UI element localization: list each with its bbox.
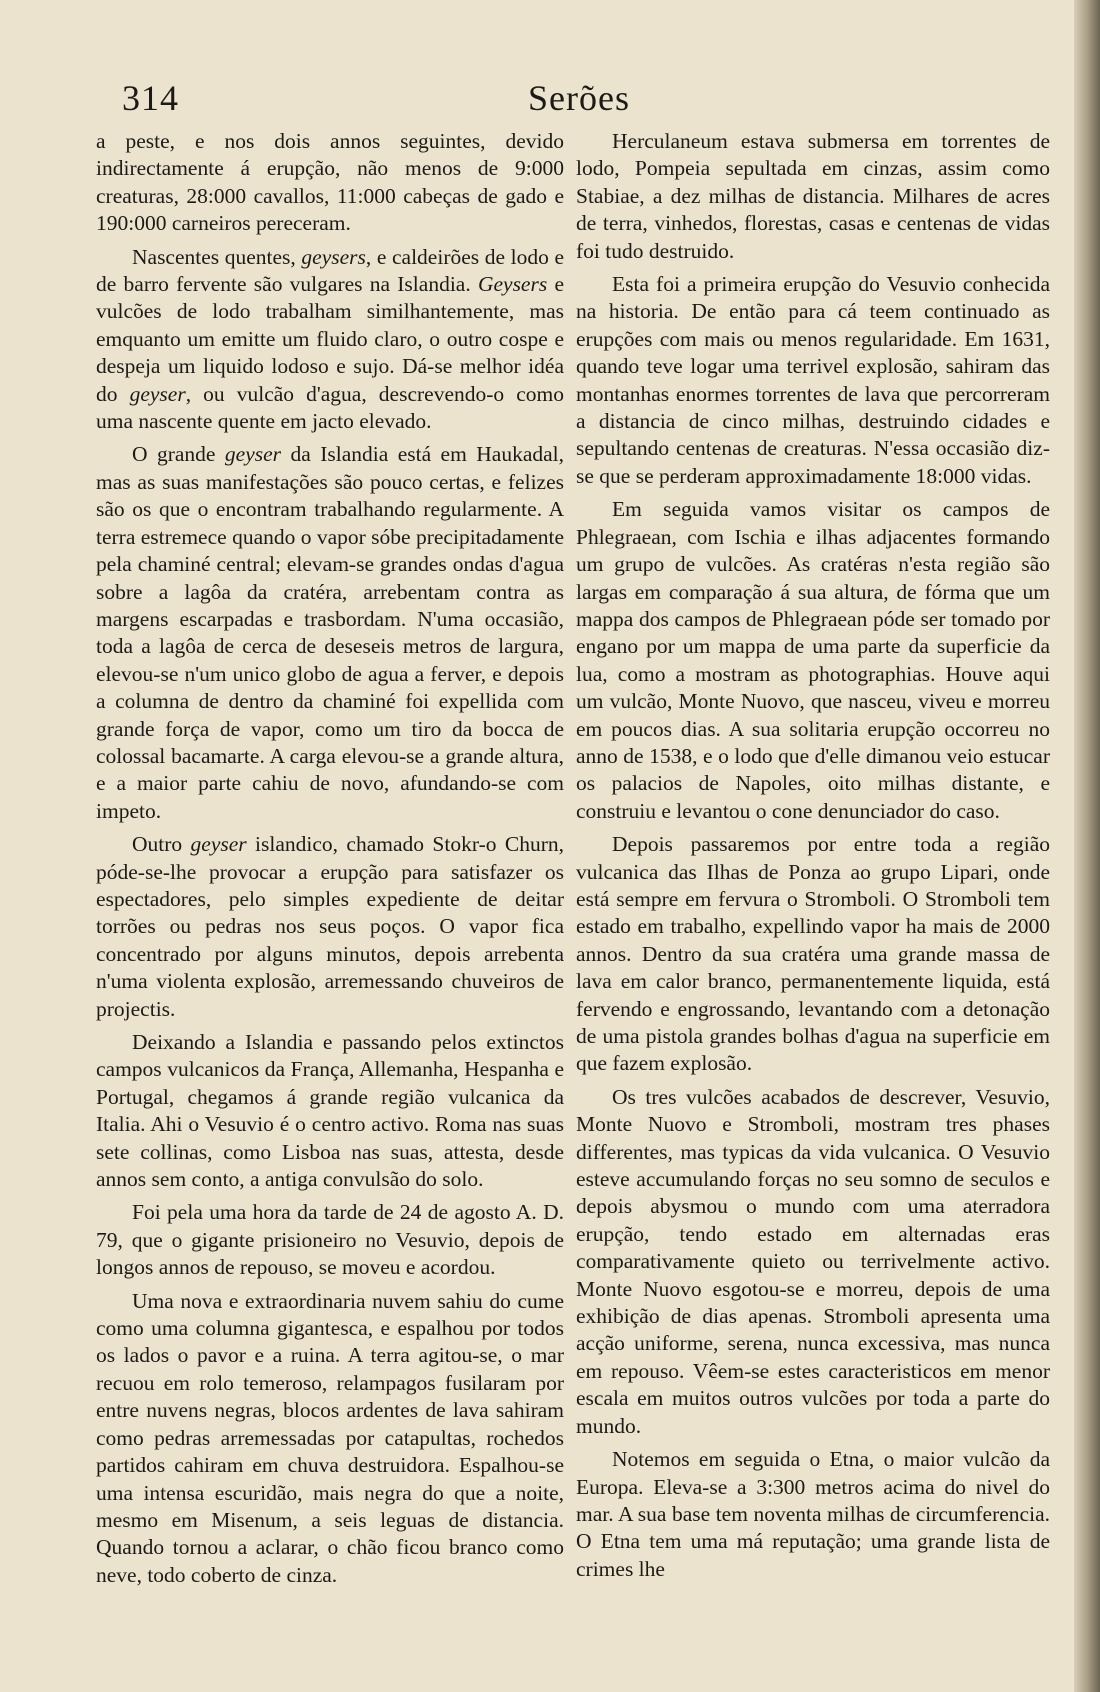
paragraph: a peste, e nos dois annos seguintes, devido indirectamente á erupção, não menos de 9:000 creaturas, 28:000 cavallos, 11:000 cabeças de gado e 190:000 carneiros pereceram. (96, 129, 564, 236)
paragraph: Em seguida vamos visitar os campos de Phlegraean, com Ischia e ilhas adjacentes formando um grupo de vulcões. As cratéras n'esta região são largas em comparação á sua altura, de fórma que um mappa dos campos de Phlegraean póde ser tomado por engano por um mappa de uma parte da superficie da lua, como a mostram as photographias. Houve aqui um vulcão, Monte Nuovo, que nasceu, viveu e morreu em poucos dias. A sua solitaria erupção occorreu no anno de 1538, e o lodo que d'elle dimanou veio estucar os palacios de Napoles, oito milhas distante, e construiu e levantou o cone denunciador do caso. (576, 497, 1050, 823)
paragraph: Os tres vulcões acabados de descrever, Vesuvio, Monte Nuovo e Stromboli, mostram tres phases differentes, mas typicas da vida vulcanica. O Vesuvio esteve accumulando forças no seu somno de seculos e depois abysmou o mundo com uma aterradora erupção, tendo estado em alternadas eras comparativamente quieto ou terrivelmente activo. Monte Nuovo esgotou-se e morreu, depois de uma exhibição de dias apenas. Stromboli apresenta uma acção uniforme, serena, nunca excessiva, mas nunca em repouso. Vêem-se estes caracteristicos em menor escala em muitos outros vulcões por toda a parte do mundo. (576, 1084, 1050, 1438)
paragraph: Nascentes quentes, geysers, e caldeirões de lodo e de barro fervente são vulgares na Islandia. Geysers e vulcões de lodo trabalham similhantemente, mas emquanto um emitte um fluido claro, o outro cospe e despeja um liquido lodoso e sujo. Dá-se melhor idéa do geyser, ou vulcão d'agua, descrevendo-o como uma nascente quente em jacto elevado. (96, 244, 564, 434)
paragraph: Esta foi a primeira erupção do Vesuvio conhecida na historia. De então para cá teem continuado as erupções com mais ou menos regularidade. Em 1631, quando teve logar uma terrivel explosão, sahiram das montanhas enormes torrentes de lava que percorreram a distancia de cinco milhas, destruindo cidades e sepultando centenas de creaturas. N'essa occasião diz-se que se perderam approximadamente 18:000 vidas. (576, 272, 1050, 488)
paragraph: O grande geyser da Islandia está em Haukadal, mas as suas manifestações são pouco certas, e felizes são os que o encontram trabalhando regularmente. A terra estremece quando o vapor sóbe precipitadamente pela chaminé central; elevam-se grandes ondas d'agua sobre a lagôa da cratéra, arrebentam contra as margens escarpadas e trasbordam. N'uma occasião, toda a lagôa de cerca de deseseis metros de largura, elevou-se n'um unico globo de agua a ferver, e depois a columna de dentro da chaminé foi expellida com grande força de vapor, como um tiro da bocca de colossal bacamarte. A carga elevou-se a grande altura, e a maior parte cahiu de novo, afundando-se com impeto. (96, 442, 565, 823)
paragraph: Herculaneum estava submersa em torrentes de lodo, Pompeia sepultada em cinzas, assim como Stabiae, a dez milhas de distancia. Milhares de acres de terra, vinhedos, florestas, casas e centenas de vidas foi tudo destruido. (576, 129, 1050, 263)
italic-term: geysers (301, 244, 366, 269)
running-title: Serões (528, 78, 630, 118)
page-edge-shadow (1074, 0, 1100, 1692)
paragraph: Notemos em seguida o Etna, o maior vulcão da Europa. Eleva-se a 3:300 metros acima do nivel do mar. A sua base tem noventa milhas de circumferencia. O Etna tem uma má reputação; uma grande lista de crimes lhe (576, 1447, 1050, 1581)
paragraph: Depois passaremos por entre toda a região vulcanica das Ilhas de Ponza ao grupo Lipari, onde está sempre em fervura o Stromboli. O Stromboli tem estado em trabalho, expellindo vapor ha mais de 2000 annos. Dentro da sua cratéra uma grande massa de lava em calor branco, permanentemente liquida, está fervendo e engrossando, levantando com a detonação de uma pistola grandes bolhas d'agua na superficie em que fazem explosão. (576, 832, 1050, 1076)
italic-term: geyser (129, 381, 186, 406)
italic-term: geyser (224, 442, 282, 467)
running-header (122, 78, 1036, 128)
right-column (576, 128, 1050, 1589)
left-column (96, 128, 564, 1595)
italic-term: Geysers (477, 272, 548, 297)
italic-term: geyser (190, 832, 247, 857)
paragraph: Uma nova e extraordinaria nuvem sahiu do cume como uma columna gigantesca, e espalhou por todos os lados o pavor e a ruina. A terra agitou-se, o mar recuou em rolo temeroso, relampagos fusilaram por entre nuvens negras, blocos ardentes de lava sahiram como pedras arremessadas por catapultas, rochedos partidos cahiram em chuva destruidora. Espalhou-se uma intensa escuridão, mais negra do que a noite, mesmo em Misenum, a seis leguas de distancia. Quando tornou a aclarar, o chão ficou branco como neve, todo coberto de cinza. (96, 1288, 564, 1587)
page-number: 314 (122, 78, 179, 118)
paragraph: Foi pela uma hora da tarde de 24 de agosto A. D. 79, que o gigante prisioneiro no Vesuvio, depois de longos annos de repouso, se moveu e acordou. (96, 1200, 564, 1280)
paragraph: Deixando a Islandia e passando pelos extinctos campos vulcanicos da França, Allemanha, Hespanha e Portugal, chegamos á grande região vulcanica da Italia. Ahi o Vesuvio é o centro activo. Roma nas suas sete collinas, como Lisboa nas suas, attesta, desde annos sem conto, a antiga convulsão do solo. (96, 1030, 564, 1192)
paragraph: Outro geyser islandico, chamado Stokr-o Churn, póde-se-lhe provocar a erupção para satisfazer os espectadores, pelo simples expediente de deitar torrões ou pedras nos seus poços. O vapor fica concentrado por alguns minutos, depois arrebenta n'uma violenta explosão, arremessando chuveiros de projectis. (96, 832, 564, 1021)
